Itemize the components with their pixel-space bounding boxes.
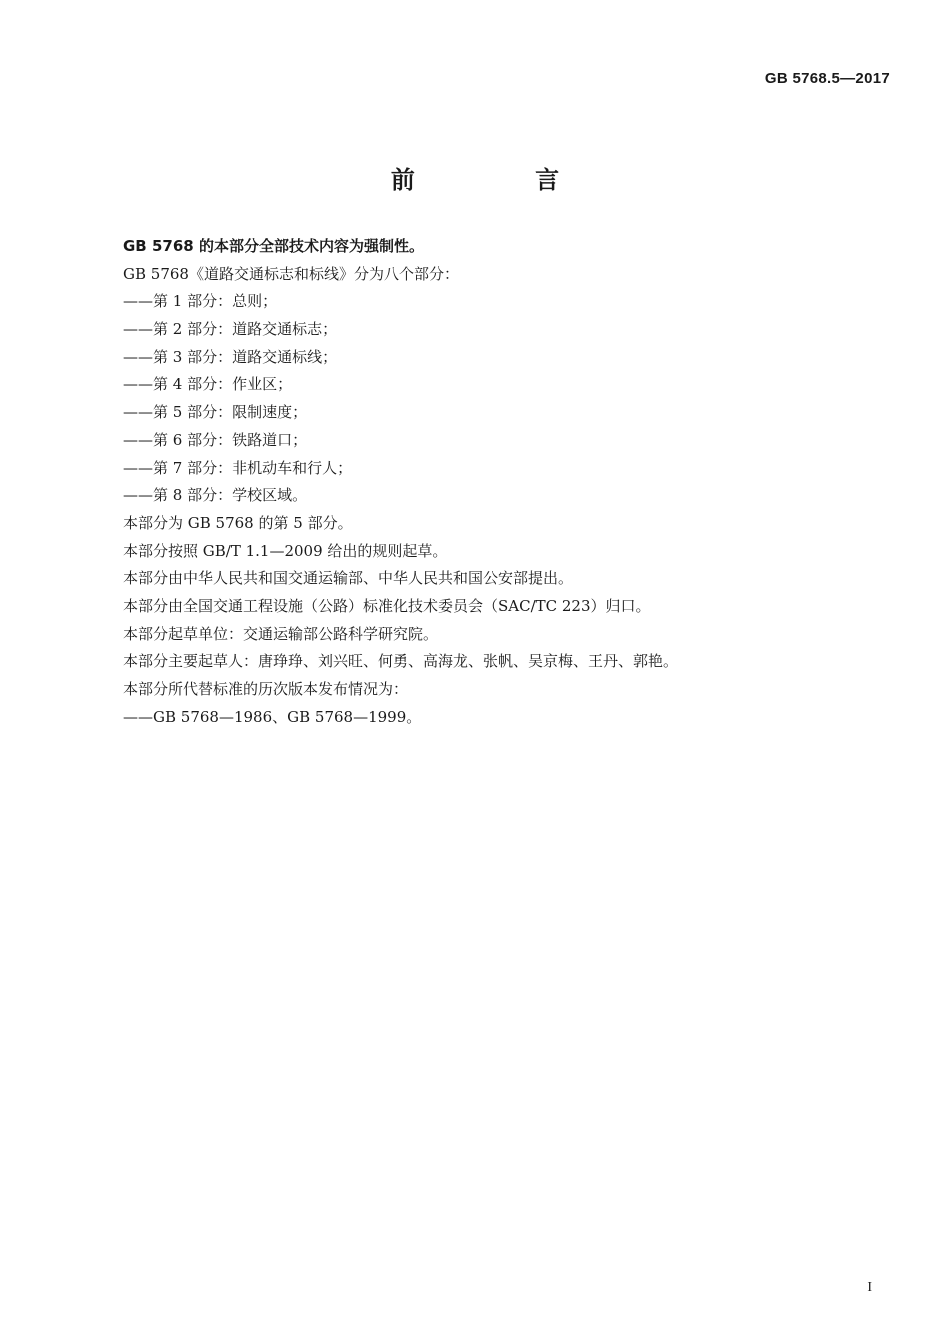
list-item-part-6: ——第 6 部分：铁路道口； xyxy=(123,430,308,449)
paragraph-drafting-unit: 本部分起草单位：交通运输部公路科学研究院。 xyxy=(123,624,439,643)
page-title: 前 言 xyxy=(390,166,616,194)
paragraph-under-jurisdiction: 本部分由全国交通工程设施（公路）标准化技术委员会（SAC/TC 223）归口。 xyxy=(123,596,651,615)
list-item-part-8: ——第 8 部分：学校区域。 xyxy=(123,486,308,505)
mandatory-statement: GB 5768 的本部分全部技术内容为强制性。 xyxy=(123,237,424,255)
list-item-previous-editions: ——GB 5768—1986、GB 5768—1999。 xyxy=(123,707,422,726)
list-item-part-3: ——第 3 部分：道路交通标线； xyxy=(123,347,338,366)
standard-code-header: GB 5768.5—2017 xyxy=(764,70,890,87)
list-item-part-7: ——第 7 部分：非机动车和行人； xyxy=(123,458,353,477)
paragraph-main-drafters: 本部分主要起草人：唐琤琤、刘兴旺、何勇、高海龙、张帆、吴京梅、王丹、郭艳。 xyxy=(123,652,679,671)
list-item-part-1: ——第 1 部分：总则； xyxy=(123,292,278,311)
paragraph-previous-editions: 本部分所代替标准的历次版本发布情况为： xyxy=(123,680,409,698)
paragraph-this-part: 本部分为 GB 5768 的第 5 部分。 xyxy=(123,513,353,532)
foreword-body xyxy=(123,233,843,731)
paragraph-parts-intro: GB 5768《道路交通标志和标线》分为八个部分： xyxy=(123,264,459,283)
paragraph-drafting-rules: 本部分按照 GB/T 1.1—2009 给出的规则起草。 xyxy=(123,541,448,560)
list-item-part-4: ——第 4 部分：作业区； xyxy=(123,375,293,394)
list-item-part-2: ——第 2 部分：道路交通标志； xyxy=(123,320,338,339)
list-item-part-5: ——第 5 部分：限制速度； xyxy=(123,403,308,422)
paragraph-proposed-by: 本部分由中华人民共和国交通运输部、中华人民共和国公安部提出。 xyxy=(123,569,574,588)
page-number: I xyxy=(867,1280,872,1295)
